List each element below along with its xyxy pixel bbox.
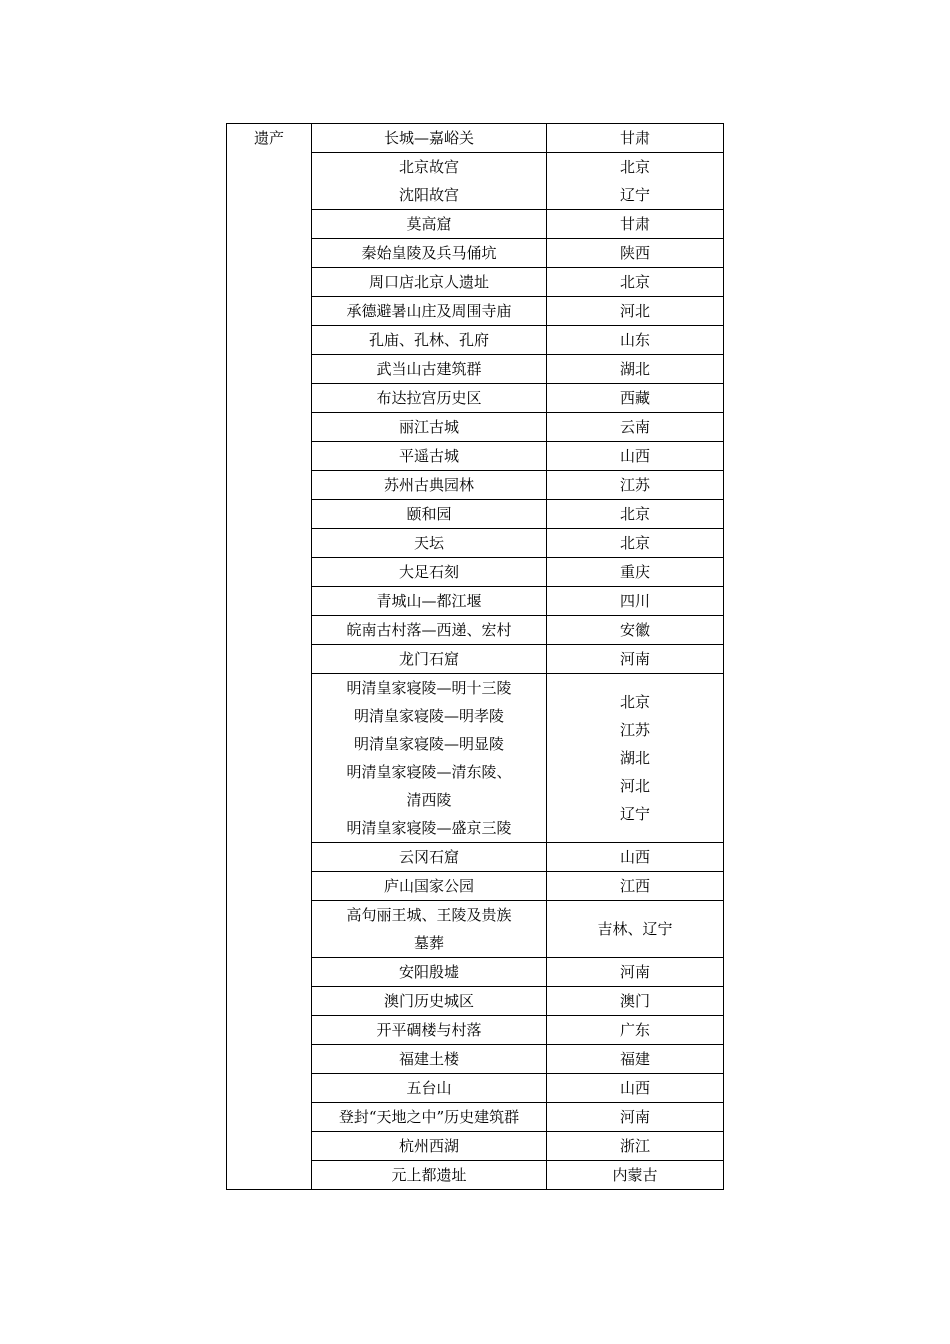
province-name: 河南 (619, 650, 650, 668)
site-name: 杭州西湖 (398, 1137, 459, 1155)
province-name: 山东 (619, 331, 650, 349)
province-cell (547, 1161, 724, 1190)
site-name: 沈阳故宫 (398, 186, 459, 204)
site-name: 开平碉楼与村落 (376, 1021, 482, 1039)
site-name: 云冈石窟 (398, 848, 459, 866)
province-name: 辽宁 (619, 805, 650, 823)
site-name: 庐山国家公园 (383, 877, 474, 895)
province-name: 北京 (619, 505, 650, 523)
site-name-cell (312, 987, 547, 1016)
site-name-cell (312, 384, 547, 413)
province-cell (547, 674, 724, 843)
province-cell (547, 124, 724, 153)
site-name: 平遥古城 (398, 447, 459, 465)
province-name: 江苏 (619, 476, 650, 494)
province-name: 澳门 (619, 992, 650, 1010)
province-cell (547, 442, 724, 471)
site-name: 长城—嘉峪关 (383, 129, 474, 147)
province-name: 内蒙古 (612, 1166, 658, 1184)
province-cell (547, 843, 724, 872)
province-cell (547, 268, 724, 297)
site-name-cell (312, 239, 547, 268)
province-name: 安徽 (619, 621, 650, 639)
site-name-cell (312, 901, 547, 958)
site-name: 五台山 (406, 1079, 452, 1097)
province-cell (547, 384, 724, 413)
province-cell (547, 645, 724, 674)
province-cell (547, 500, 724, 529)
province-cell (547, 1074, 724, 1103)
site-name: 福建土楼 (398, 1050, 459, 1068)
province-name: 福建 (619, 1050, 650, 1068)
province-name: 江苏 (619, 721, 650, 739)
site-name: 天坛 (413, 534, 444, 552)
site-name-cell (312, 674, 547, 843)
site-name-cell (312, 500, 547, 529)
site-name: 明清皇家寝陵—明显陵 (353, 735, 504, 753)
province-cell (547, 326, 724, 355)
province-cell (547, 153, 724, 210)
province-name: 甘肃 (619, 129, 650, 147)
site-name: 周口店北京人遗址 (368, 273, 489, 291)
province-name: 山西 (619, 1079, 650, 1097)
site-name-cell (312, 1016, 547, 1045)
province-cell (547, 413, 724, 442)
province-cell (547, 987, 724, 1016)
site-name-cell (312, 413, 547, 442)
site-name: 墓葬 (413, 934, 444, 952)
site-name: 皖南古村落—西递、宏村 (346, 621, 512, 639)
province-cell (547, 872, 724, 901)
province-name: 广东 (619, 1021, 650, 1039)
site-name: 高句丽王城、王陵及贵族 (346, 906, 512, 924)
site-name: 北京故宫 (398, 158, 459, 176)
site-name-cell (312, 529, 547, 558)
heritage-table (226, 123, 724, 1190)
site-name: 澳门历史城区 (383, 992, 474, 1010)
province-name: 陕西 (619, 244, 650, 262)
site-name-cell (312, 616, 547, 645)
province-name: 湖北 (619, 360, 650, 378)
site-name-cell (312, 587, 547, 616)
site-name: 孔庙、孔林、孔府 (368, 331, 489, 349)
province-name: 河南 (619, 1108, 650, 1126)
site-name-cell (312, 268, 547, 297)
province-cell (547, 1045, 724, 1074)
site-name-cell (312, 471, 547, 500)
province-cell (547, 958, 724, 987)
site-name: 青城山—都江堰 (376, 592, 482, 610)
site-name-cell (312, 355, 547, 384)
table-row (227, 124, 724, 153)
site-name: 明清皇家寝陵—明十三陵 (346, 679, 512, 697)
site-name: 明清皇家寝陵—明孝陵 (353, 707, 504, 725)
site-name: 明清皇家寝陵—盛京三陵 (346, 819, 512, 837)
province-name: 河北 (619, 302, 650, 320)
site-name: 苏州古典园林 (383, 476, 474, 494)
site-name-cell (312, 153, 547, 210)
site-name-cell (312, 210, 547, 239)
site-name-cell (312, 1045, 547, 1074)
province-cell (547, 587, 724, 616)
province-cell (547, 901, 724, 958)
province-cell (547, 471, 724, 500)
province-name: 辽宁 (619, 186, 650, 204)
province-cell (547, 297, 724, 326)
site-name: 丽江古城 (398, 418, 459, 436)
province-name: 山西 (619, 447, 650, 465)
province-cell (547, 210, 724, 239)
site-name-cell (312, 297, 547, 326)
province-name: 北京 (619, 693, 650, 711)
province-cell (547, 616, 724, 645)
province-name: 河北 (619, 777, 650, 795)
province-name: 浙江 (619, 1137, 650, 1155)
site-name: 清西陵 (406, 791, 452, 809)
province-name: 吉林、辽宁 (597, 920, 673, 938)
province-name: 云南 (619, 418, 650, 436)
province-cell (547, 1103, 724, 1132)
site-name-cell (312, 442, 547, 471)
site-name: 登封“天地之中”历史建筑群 (338, 1108, 520, 1126)
site-name: 明清皇家寝陵—清东陵、 (346, 763, 512, 781)
province-name: 四川 (619, 592, 650, 610)
site-name: 大足石刻 (398, 563, 459, 581)
site-name-cell (312, 558, 547, 587)
site-name: 莫高窟 (406, 215, 452, 233)
province-cell (547, 239, 724, 268)
site-name: 元上都遗址 (391, 1166, 467, 1184)
province-cell (547, 1016, 724, 1045)
site-name: 龙门石窟 (398, 650, 459, 668)
category-cell: 遗产 (227, 124, 312, 1190)
province-name: 湖北 (619, 749, 650, 767)
site-name-cell (312, 1132, 547, 1161)
site-name-cell (312, 1161, 547, 1190)
heritage-table-body (227, 124, 724, 1190)
province-name: 甘肃 (619, 215, 650, 233)
province-cell (547, 558, 724, 587)
province-name: 重庆 (619, 563, 650, 581)
site-name-cell (312, 872, 547, 901)
site-name-cell (312, 124, 547, 153)
province-name: 山西 (619, 848, 650, 866)
site-name-cell (312, 1103, 547, 1132)
site-name-cell (312, 645, 547, 674)
site-name: 布达拉宫历史区 (376, 389, 482, 407)
province-cell (547, 1132, 724, 1161)
site-name-cell (312, 958, 547, 987)
site-name: 安阳殷墟 (398, 963, 459, 981)
province-cell (547, 355, 724, 384)
province-name: 西藏 (619, 389, 650, 407)
site-name-cell (312, 1074, 547, 1103)
province-name: 北京 (619, 273, 650, 291)
site-name: 承德避暑山庄及周围寺庙 (346, 302, 512, 320)
site-name: 秦始皇陵及兵马俑坑 (361, 244, 497, 262)
province-name: 北京 (619, 534, 650, 552)
site-name: 武当山古建筑群 (376, 360, 482, 378)
province-name: 北京 (619, 158, 650, 176)
site-name-cell (312, 326, 547, 355)
site-name-cell (312, 843, 547, 872)
province-name: 河南 (619, 963, 650, 981)
site-name: 颐和园 (406, 505, 452, 523)
province-cell (547, 529, 724, 558)
province-name: 江西 (619, 877, 650, 895)
